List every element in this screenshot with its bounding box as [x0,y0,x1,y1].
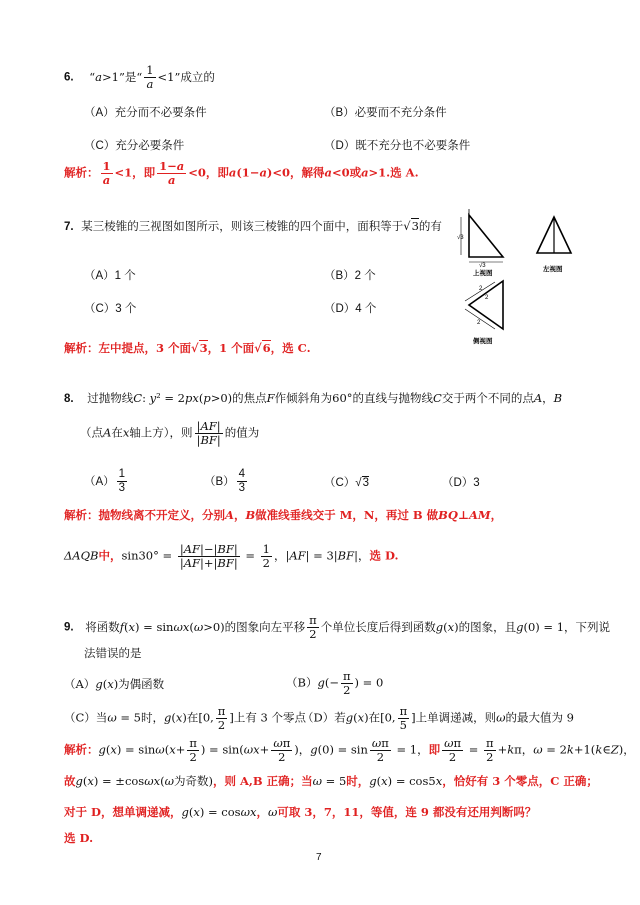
q9-answer-line2: 故g(x) = ±cosωx(ω为奇数)，则 A,B 正确；当ω = 5时，g(x) = cos5x，恰好有 3 个零点，C 正确； [64,774,598,788]
page-number: 7 [316,852,322,863]
q7-option-d: （D）4 个 [324,303,377,315]
q9-answer-line3: 对于 D，想单调递减，g(x) = cosωx，ω可取 3，7，11，等值，连 9 都没有还用判断吗？ [64,805,537,819]
side-view-label: 侧视图 [473,338,493,345]
side-view-dim-2-lower: 2 [477,320,481,326]
side-view-diagram [465,281,503,345]
side-view-dim-2-upper-a: 2 [479,286,483,292]
q9-stem-line1: 9. 将函数f(x) = sinωx(ω>0)的图象向左平移 $\frac{\pi}{2}$ 个单位长度后得到函数g(x)的图象，且g(0) = 1，下列说 [64,613,611,642]
q8-option-a: （A） $\frac{1}{3}$ [84,468,126,495]
q6-stem: 6. “a>1”是“ $\frac{1}{a}$ <1”成立的 [64,63,215,92]
q6-answer: 解析： $\frac{1}{a}$ <1，即 $\frac{1-a}{a}$ <0，即a(1−a)<0，解得a<0或a>1.选 A. [64,159,419,188]
top-view-dim-sqrt3-horizontal: √3 [479,263,486,269]
q6-option-a: （A）充分而不必要条件 [84,107,207,119]
three-view-figure [455,205,590,350]
q9-answer-line1: 解析：g(x) = sinω(x+ $\frac{\pi}{2}$ ) = sin(ωx+ $\frac{\omega\pi}{2}$ )，g(0) = sin $\frac{\omega\pi}{2}$ = 1，即 $\frac{\omega\pi}{2}$ = $\frac{\pi}{2}$ +kπ，ω = 2k+1(k∈Z)， [64,736,635,765]
q7-option-c: （C）3 个 [84,303,137,315]
q6-number: 6. [64,71,74,84]
top-view-diagram [457,209,503,277]
q7-option-b: （B）2 个 [324,270,376,282]
q7-stem: 7. 某三棱锥的三视图如图所示，则该三棱锥的四个面中，面积等于√3的有 [64,219,442,233]
left-view-label: 左视图 [543,266,563,273]
q6-option-b: （B）必要而不充分条件 [324,107,447,119]
q9-option-b: （B）g(− $\frac{\pi}{2}$ ) = 0 [286,669,384,698]
q7-number: 7. [64,221,74,233]
q6-option-c: （C）充分必要条件 [84,140,185,152]
q9-option-a: （A）g(x)为偶函数 [64,677,165,691]
q8-stem-line1: 8. 过抛物线C: y² = 2px(p>0)的焦点F作倾斜角为60°的直线与抛物线C交于两个不同的点A，B [64,391,563,405]
side-view-dim-2-upper-b: 2 [485,295,489,301]
q9-number: 9. [64,621,74,634]
q9-answer-line4: 选 D. [64,831,94,845]
q8-option-c: （C）√3 [324,477,370,489]
q8-number: 8. [64,393,74,405]
q7-answer: 解析：左中提点，3 个面√3，1 个面√6，选 C. [64,341,311,355]
top-view-label: 上视图 [473,270,493,277]
q9-stem-line2: 法错误的是 [84,646,142,660]
q9-option-c: （C）当ω = 5时，g(x)在[0, $\frac{\pi}{2}$ ]上有 3 个零点 [64,704,306,733]
q9-option-d: （D）若g(x)在[0, $\frac{\pi}{5}$ ]上单调递减，则ω的最大值为 9 [302,704,574,733]
q7-option-a: （A）1 个 [84,270,136,282]
q8-option-b: （B） $\frac{4}{3}$ [204,468,246,495]
q8-option-d: （D）3 [442,477,480,489]
q8-answer-line2: ΔAQB中，sin30° = $\frac{|AF|-|BF|}{|AF|+|BF|}$ = $\frac{1}{2}$ ，|AF| = 3|BF|，选 D. [64,542,399,571]
q8-answer-line1: 解析：抛物线离不开定义，分别A，B做准线垂线交于 M，N，再过 B 做BQ⊥AM， [64,508,503,522]
q8-stem-line2: （点A在x轴上方），则 $\frac{|AF|}{|BF|}$ 的值为 [80,419,260,448]
top-view-dim-sqrt3-vertical: √3 [457,235,464,241]
left-view-diagram [537,217,571,273]
q6-option-d: （D）既不充分也不必要条件 [324,140,471,152]
